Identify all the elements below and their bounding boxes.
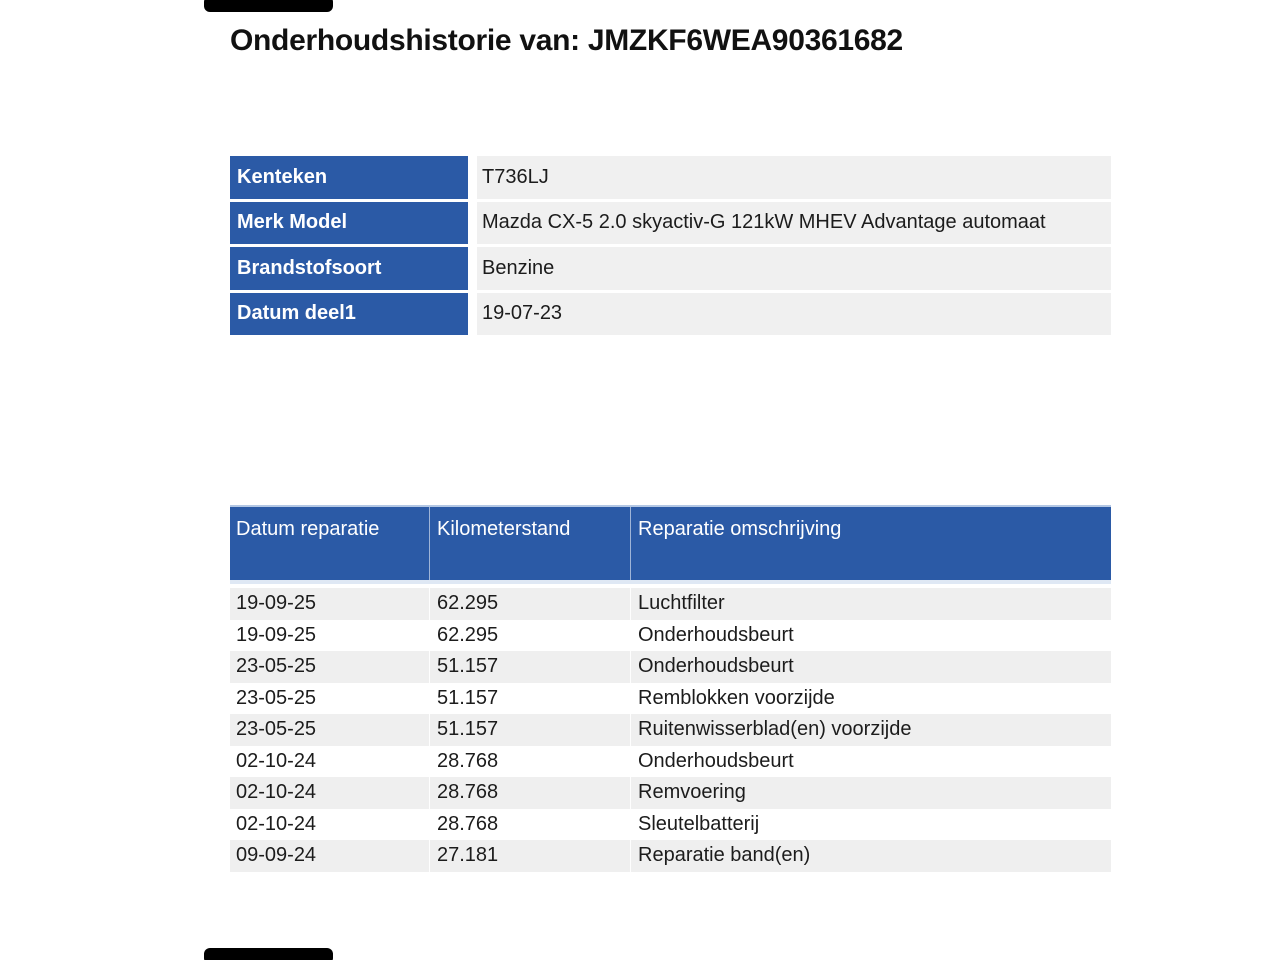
- cell-datum-reparatie: 19-09-25: [236, 623, 317, 646]
- vehicle-info-value-kenteken: T736LJ: [477, 156, 1111, 202]
- cell-reparatie-omschrijving: Onderhoudsbeurt: [630, 651, 1111, 683]
- table-row: [230, 840, 1111, 872]
- vehicle-info-label-kenteken: Kenteken: [230, 156, 468, 202]
- column-header-kilometerstand: Kilometerstand: [429, 507, 630, 580]
- column-gap: [468, 293, 477, 339]
- cell-datum-reparatie: 19-09-25: [236, 592, 317, 615]
- cell-kilometerstand: 51.157: [429, 651, 630, 683]
- redaction-bar-top: [204, 0, 333, 12]
- cell-kilometerstand: 51.157: [429, 683, 630, 715]
- cell-reparatie-omschrijving: Remvoering: [630, 777, 1111, 809]
- cell-reparatie-omschrijving: Reparatie band(en): [630, 840, 1111, 872]
- cell-reparatie-omschrijving: Ruitenwisserblad(en) voorzijde: [630, 714, 1111, 746]
- cell-reparatie-omschrijving: Onderhoudsbeurt: [630, 620, 1111, 652]
- cell-datum-reparatie: 23-05-25: [236, 655, 317, 678]
- column-gap: [468, 202, 477, 248]
- cell-datum-reparatie: 02-10-24: [236, 781, 317, 804]
- column-header-reparatie-omschrijving: Reparatie omschrijving: [630, 507, 1111, 580]
- cell-kilometerstand: 28.768: [429, 777, 630, 809]
- cell-datum-reparatie: 02-10-24: [236, 749, 317, 772]
- table-row: [230, 714, 1111, 746]
- column-header-datum-reparatie: Datum reparatie: [236, 518, 380, 540]
- maintenance-history-table: [230, 505, 1111, 872]
- cell-kilometerstand: 28.768: [429, 746, 630, 778]
- table-row: [230, 809, 1111, 841]
- table-row: [230, 651, 1111, 683]
- column-gap: [468, 156, 477, 202]
- cell-datum-reparatie: 23-05-25: [236, 686, 317, 709]
- vehicle-info-value-brandstofsoort: Benzine: [477, 247, 1111, 293]
- vehicle-info-row: [230, 293, 1111, 339]
- cell-datum-reparatie: 23-05-25: [236, 718, 317, 741]
- cell-datum-reparatie: 09-09-24: [236, 844, 317, 867]
- cell-reparatie-omschrijving: Sleutelbatterij: [630, 809, 1111, 841]
- redaction-bar-bottom: [204, 948, 333, 960]
- cell-reparatie-omschrijving: Luchtfilter: [630, 588, 1111, 620]
- cell-kilometerstand: 62.295: [429, 620, 630, 652]
- cell-datum-reparatie: 02-10-24: [236, 812, 317, 835]
- page-title: Onderhoudshistorie van: JMZKF6WEA90361682: [230, 24, 903, 57]
- maintenance-history-body: [230, 588, 1111, 872]
- cell-reparatie-omschrijving: Onderhoudsbeurt: [630, 746, 1111, 778]
- cell-kilometerstand: 27.181: [429, 840, 630, 872]
- vehicle-info-label-brandstofsoort: Brandstofsoort: [230, 247, 468, 293]
- table-row: [230, 746, 1111, 778]
- vehicle-info-table: [230, 156, 1111, 338]
- cell-kilometerstand: 51.157: [429, 714, 630, 746]
- cell-reparatie-omschrijving: Remblokken voorzijde: [630, 683, 1111, 715]
- vehicle-info-row: [230, 156, 1111, 202]
- table-row: [230, 777, 1111, 809]
- vehicle-info-row: [230, 202, 1111, 248]
- table-row: [230, 683, 1111, 715]
- vehicle-info-label-merk-model: Merk Model: [230, 202, 468, 248]
- vehicle-info-row: [230, 247, 1111, 293]
- vehicle-info-label-datum-deel1: Datum deel1: [230, 293, 468, 339]
- cell-kilometerstand: 28.768: [429, 809, 630, 841]
- maintenance-history-header-row: [230, 505, 1111, 584]
- vehicle-info-value-merk-model: Mazda CX-5 2.0 skyactiv-G 121kW MHEV Advantage automaat: [477, 202, 1111, 248]
- table-row: [230, 620, 1111, 652]
- cell-kilometerstand: 62.295: [429, 588, 630, 620]
- vehicle-info-value-datum-deel1: 19-07-23: [477, 293, 1111, 339]
- table-row: [230, 588, 1111, 620]
- column-gap: [468, 247, 477, 293]
